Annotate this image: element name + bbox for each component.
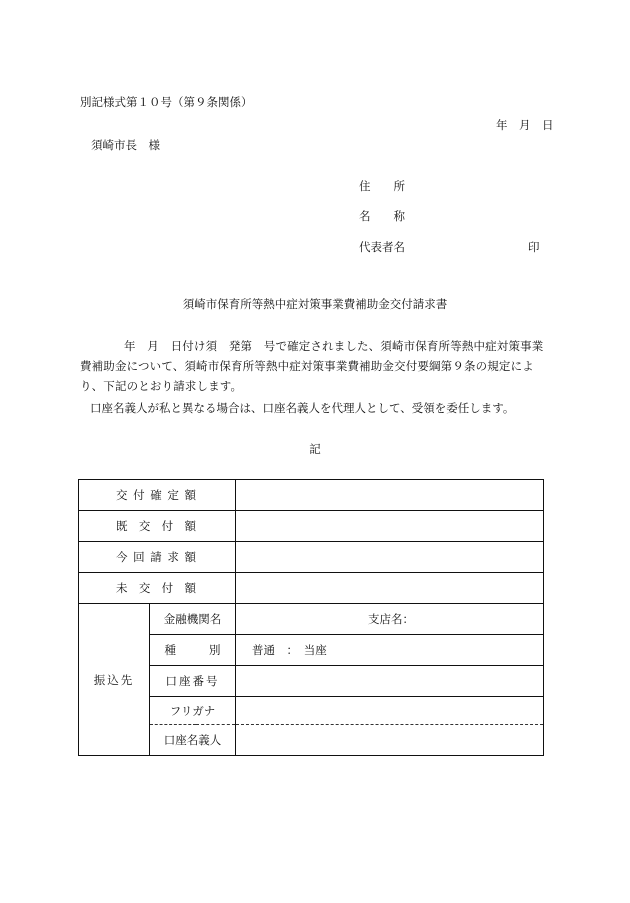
account-type-label: 種別	[150, 635, 236, 666]
account-type-options: 普通 ： 当座	[252, 643, 327, 657]
address-label: 住 所	[359, 179, 405, 193]
account-type-field[interactable]	[236, 635, 544, 666]
current-request-label: 今回請求額	[79, 542, 236, 573]
confirmed-amount-label: 交付確定額	[79, 480, 236, 511]
account-number-field[interactable]	[236, 666, 544, 697]
seal-mark: 印	[528, 240, 540, 254]
name-label: 名 称	[359, 209, 405, 223]
paid-amount-label: 既交付額	[79, 511, 236, 542]
table-row	[79, 573, 544, 604]
furigana-label: フリガナ	[150, 697, 236, 725]
table-row	[79, 542, 544, 573]
request-paragraph: 年 月 日付け須 発第 号で確定されました、須崎市保育所等熱中症対策事業費補助金について、須崎市保育所等熱中症対策事業費補助金交付要綱第９条の規定により、下記のとおり請求します。	[80, 339, 544, 393]
form-number: 別記様式第１０号（第９条関係）	[80, 95, 253, 109]
branch-label: 支店名：	[368, 612, 415, 626]
table-row	[79, 480, 544, 511]
account-holder-label: 口座名義人	[150, 725, 236, 756]
delegation-paragraph: 口座名義人が私と異なる場合は、口座名義人を代理人として、受領を委任します。	[90, 401, 515, 415]
current-request-field[interactable]	[236, 542, 544, 573]
confirmed-amount-field[interactable]	[236, 480, 544, 511]
furigana-field[interactable]	[236, 697, 544, 725]
account-holder-field[interactable]	[236, 725, 544, 756]
bank-name-label: 金融機関名	[150, 604, 236, 635]
representative-label: 代表者名	[359, 240, 405, 254]
ki-heading: 記	[309, 442, 321, 456]
date-line: 年 月 日	[496, 118, 554, 132]
transfer-destination-label: 振込先	[79, 604, 150, 756]
unpaid-amount-field[interactable]	[236, 573, 544, 604]
table-row	[79, 604, 544, 635]
table-row	[79, 511, 544, 542]
addressee: 須崎市長 様	[91, 138, 160, 152]
request-table	[78, 479, 544, 756]
paid-amount-field[interactable]	[236, 511, 544, 542]
bank-name-field[interactable]	[236, 604, 544, 635]
account-number-label: 口座番号	[150, 666, 236, 697]
document-title: 須崎市保育所等熱中症対策事業費補助金交付請求書	[182, 297, 448, 311]
unpaid-amount-label: 未交付額	[79, 573, 236, 604]
